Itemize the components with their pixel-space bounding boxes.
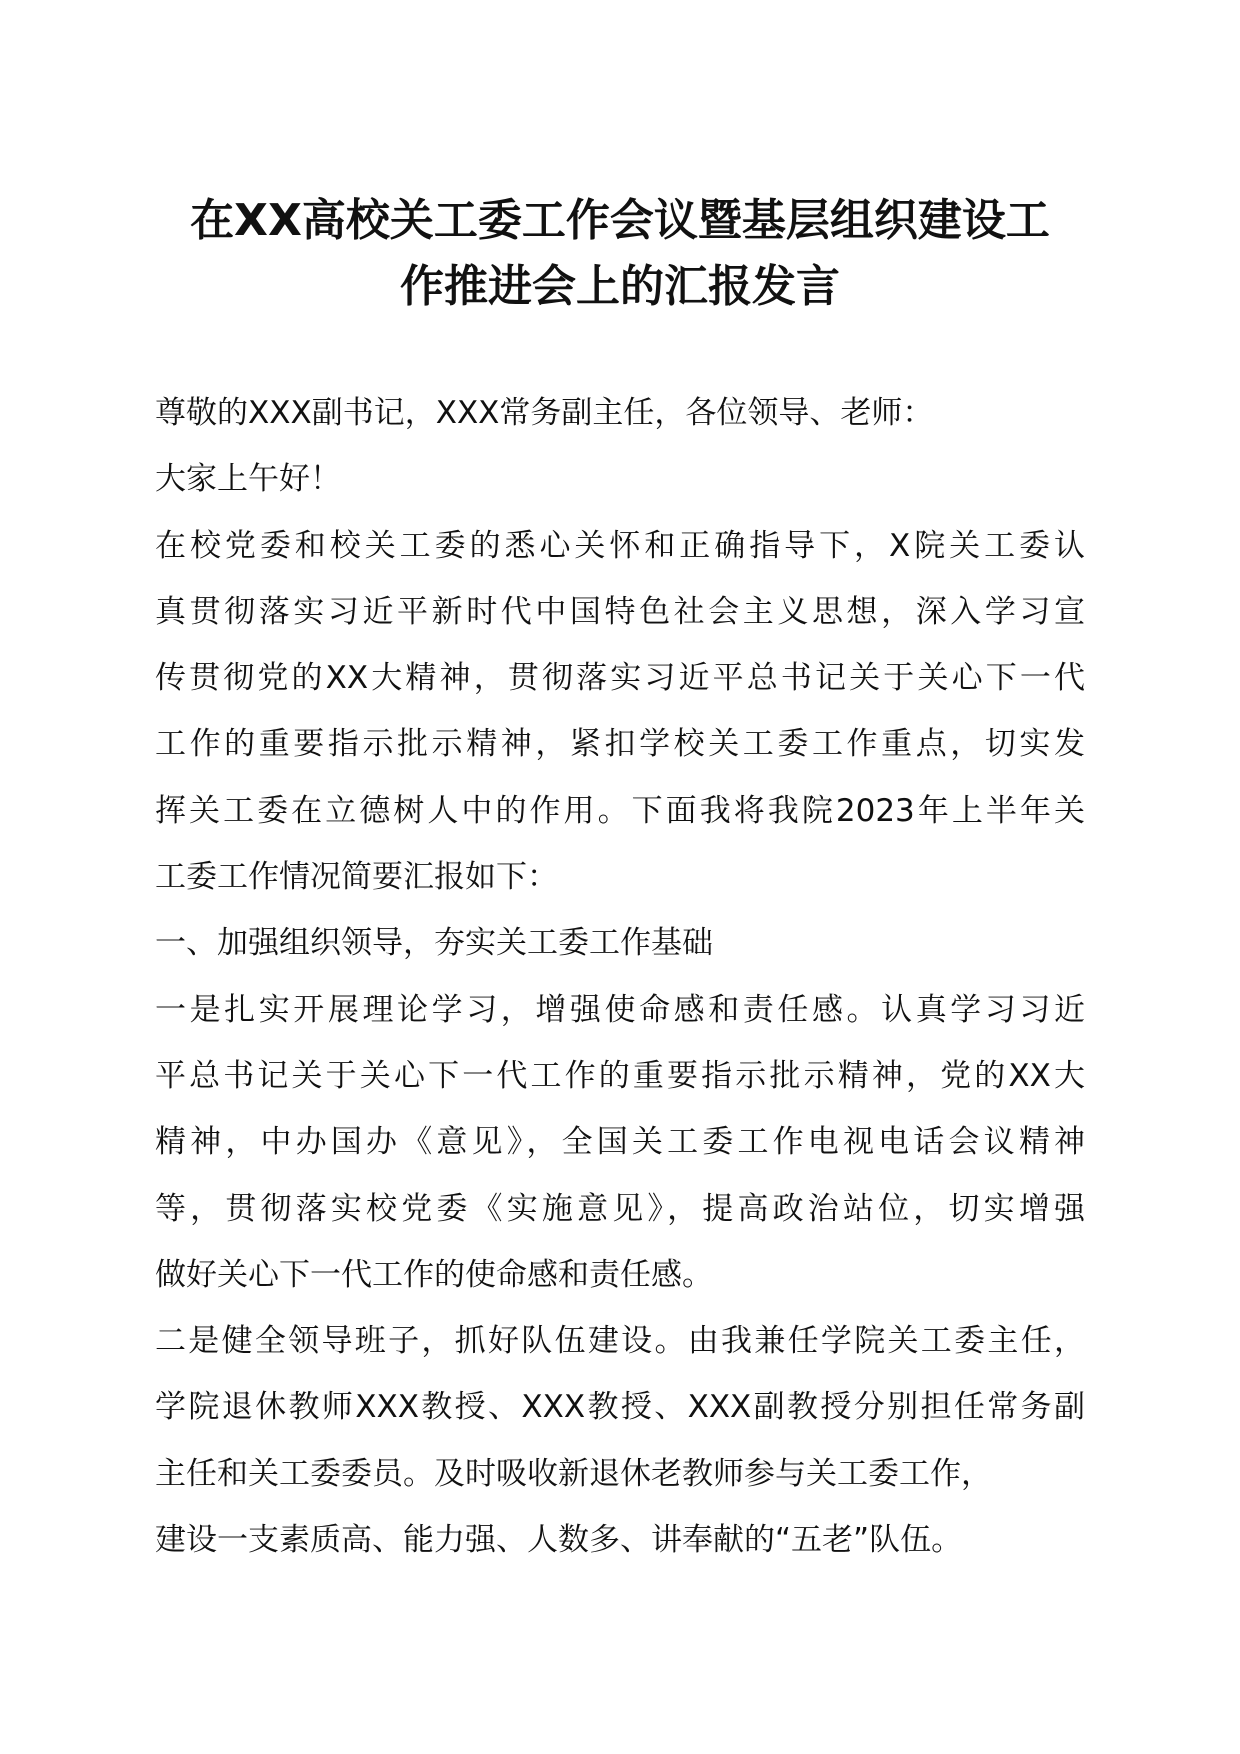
salutation: 尊敬的XXX副书记，XXX常务副主任，各位领导、老师： <box>155 395 934 431</box>
paragraph-line: 真贯彻落实习近平新时代中国特色社会主义思想，深入学习宣 <box>155 593 1085 630</box>
greeting: 大家上午好！ <box>155 461 341 498</box>
paragraph-line: 平总书记关于关心下一代工作的重要指示批示精神，党的XX大 <box>155 1057 1085 1094</box>
document-title <box>150 188 1090 320</box>
title-line-2: 作推进会上的汇报发言 <box>400 261 840 312</box>
document-body <box>155 380 1085 1573</box>
paragraph-line: 挥关工委在立德树人中的作用。下面我将我院2023年上半年关 <box>155 792 1085 829</box>
title-line-1: 在XX高校关工委工作会议暨基层组织建设工 <box>190 195 1050 246</box>
paragraph-line: 学院退休教师XXX教授、XXX教授、XXX副教授分别担任常务副 <box>155 1389 1085 1426</box>
paragraph-line: 做好关心下一代工作的使命感和责任感。 <box>155 1256 713 1293</box>
paragraph-line: 工委工作情况简要汇报如下： <box>155 859 558 896</box>
paragraph-line: 在校党委和校关工委的悉心关怀和正确指导下，X院关工委认 <box>155 527 1085 564</box>
paragraph-line: 二是健全领导班子，抓好队伍建设。由我兼任学院关工委主任， <box>155 1323 1085 1360</box>
paragraph-line: 工作的重要指示批示精神，紧扣学校关工委工作重点，切实发 <box>155 726 1085 763</box>
paragraph-line: 等，贯彻落实校党委《实施意见》，提高政治站位，切实增强 <box>155 1190 1085 1227</box>
paragraph-line: 一是扎实开展理论学习，增强使命感和责任感。认真学习习近 <box>155 991 1085 1028</box>
paragraph-line: 精神，中办国办《意见》，全国关工委工作电视电话会议精神 <box>155 1124 1085 1161</box>
paragraph-line: 主任和关工委委员。及时吸收新退休老教师参与关工委工作， <box>155 1455 992 1492</box>
section-heading: 一、加强组织领导，夯实关工委工作基础 <box>155 925 713 962</box>
paragraph-line: 建设一支素质高、能力强、人数多、讲奉献的“五老”队伍。 <box>155 1522 963 1559</box>
paragraph-line: 传贯彻党的XX大精神，贯彻落实习近平总书记关于关心下一代 <box>155 660 1085 697</box>
